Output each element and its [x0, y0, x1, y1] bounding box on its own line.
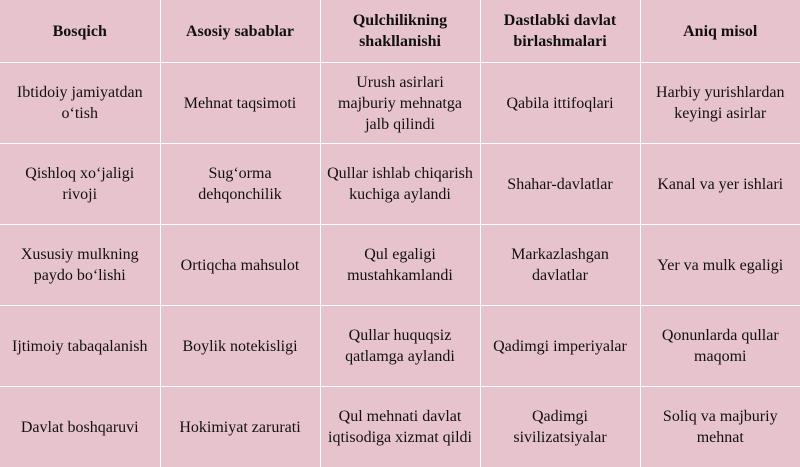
- table-cell: Qul mehnati davlat iqtisodiga xizmat qildi: [320, 387, 480, 467]
- table-cell: Qadimgi sivilizatsiyalar: [480, 387, 640, 467]
- table-row: [0, 63, 800, 144]
- table-cell: Urush asirlari majburiy mehnatga jalb qilindi: [320, 63, 480, 144]
- table-cell: Davlat boshqaruvi: [0, 387, 160, 467]
- table-cell: Ortiqcha mahsulot: [160, 225, 320, 306]
- table-cell: Qishloq xo‘jaligi rivoji: [0, 144, 160, 225]
- table-cell: Boylik notekisligi: [160, 306, 320, 387]
- table-cell: Xususiy mulkning paydo bo‘lishi: [0, 225, 160, 306]
- table-cell: Harbiy yurishlardan keyingi asirlar: [640, 63, 800, 144]
- table-cell: Ibtidoiy jamiyatdan o‘tish: [0, 63, 160, 144]
- header-main-causes: Asosiy sabablar: [160, 0, 320, 63]
- table-cell: Hokimiyat zarurati: [160, 387, 320, 467]
- table-cell: Qonunlarda qullar maqomi: [640, 306, 800, 387]
- header-early-states: Dastlabki davlat birlashmalari: [480, 0, 640, 63]
- header-example: Aniq misol: [640, 0, 800, 63]
- table-cell: Mehnat taqsimoti: [160, 63, 320, 144]
- table-cell: Qullar ishlab chiqarish kuchiga aylandi: [320, 144, 480, 225]
- table-cell: Qul egaligi mustahkamlandi: [320, 225, 480, 306]
- table-cell: Markazlashgan davlatlar: [480, 225, 640, 306]
- table-cell: Qabila ittifoqlari: [480, 63, 640, 144]
- header-slavery-formation: Qulchilikning shakllanishi: [320, 0, 480, 63]
- table-row: [0, 387, 800, 467]
- table-row: [0, 225, 800, 306]
- table-cell: Sug‘orma dehqonchilik: [160, 144, 320, 225]
- table-cell: Qullar huquqsiz qatlamga aylandi: [320, 306, 480, 387]
- table-cell: Qadimgi imperiyalar: [480, 306, 640, 387]
- table-cell: Soliq va majburiy mehnat: [640, 387, 800, 467]
- table-cell: Yer va mulk egaligi: [640, 225, 800, 306]
- table-cell: Kanal va yer ishlari: [640, 144, 800, 225]
- header-stage: Bosqich: [0, 0, 160, 63]
- table-cell: Shahar-davlatlar: [480, 144, 640, 225]
- table-row: [0, 306, 800, 387]
- table-row: [0, 144, 800, 225]
- table-cell: Ijtimoiy tabaqalanish: [0, 306, 160, 387]
- header-row: [0, 0, 800, 63]
